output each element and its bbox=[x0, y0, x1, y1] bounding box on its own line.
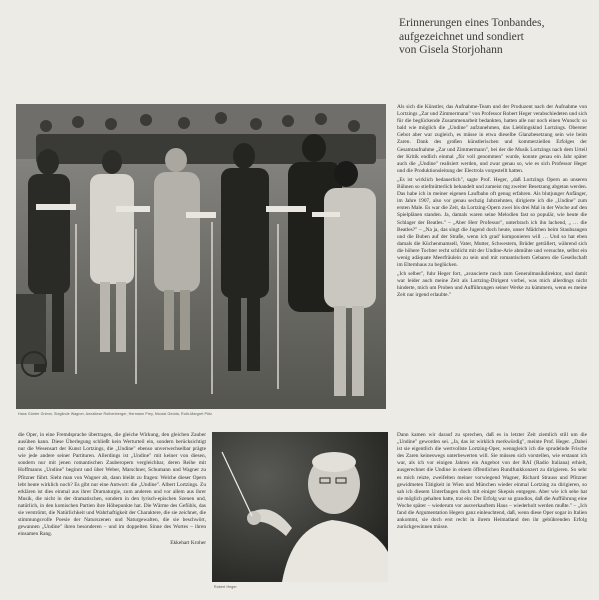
paragraph: „Es ist wirklich bedauerlich", sagte Prof. Heger, „daß Lortzings Opern an unseren Bühnen so stiefmütterlich behandelt und zumeist mg zweiter Besetzung abgetan werden. Das habe ich in meiner eigenen Laufbahn oft genug erfahren. Als blutjunger Anfänger, im Jahre 1907, also vor genau sechzig Jahrzehnten, dirigierte ich die „Undine" zum ersten Male. Es war die Zeit, da Lortzing-Opern zwei bis drei Mal in der Woche auf den Spielplänen standen. Ja, damals waren seine Melodien fast so populär, wie heute die Schlager der Beatles." – „Aber Herr Professor", unterbrach ich ihn lachend, „ … die Beatles?" – „Na ja, das singt die Jugend doch heute, unser Mädchen beim Staubsaugen und die Buben auf der Straße, wenn ich grad' komponieren will … Und so hat eben damals die Küchenmamsell, Vater, Mutter, Schwestern, Brüder geträllert, während sich die höhere Tochter recht schlicht mit der Undine-Arie abmühte und versuchte, selbst ein wenig adäquate Meerfräulein zu sein und mit romantischem Gebaren die Gesellschaft im Elternhaus zu beglücken. bbox=[397, 176, 587, 269]
title-line-3: von Gisela Storjohann bbox=[399, 43, 503, 57]
conductor-photo bbox=[212, 432, 388, 582]
recording-session-photo bbox=[16, 104, 386, 409]
title-line-1: Erinnerungen eines Tonbandes, bbox=[399, 16, 545, 29]
author-signature: Ekkehart Kroher bbox=[170, 540, 206, 547]
article-title bbox=[399, 16, 589, 57]
paragraph: Als sich die Künstler, das Aufnahme-Team und der Produzent nach der Aufnahme von Lortzings „Zar und Zimmermann" von Professor Robert Heger verabschiedeten und sich für die beglückende Zusammenarbeit bedankten, hatten alle nur noch einen Wunsch: so bald wie möglich die „Undine" aufzunehmen, das Lieblingskind Lortzings. Oberster Gebot aber war zugleich, es müsse in etwa dieselbe Glanzbesetzung sein wie beim Zaren. Dank des großen künstlerischen und kommerziellen Erfolges der Gesamtaufnahme „Zar und Zimmermann", bei der die Musik Lortzings nach dem Urteil der Kritik endlich einmal „für voll genommen" wurde, konnte genau ein Jahr später auch die „Undine" realisiert werden, und zwar genau so, wie es sich Professor Heger und die Produktionsleitung der Electrola vorgestellt hatten. bbox=[397, 104, 587, 174]
photo-bottom-caption: Robert Heger bbox=[214, 585, 237, 589]
photo-top-caption: Hans Günter Grimm, Sieglinde Wagner, Annaliese Rothenberger, Hermann Prey, Nicolai Gedda, Ruth-Margret Pütz bbox=[18, 412, 213, 416]
article-column-right-top bbox=[397, 104, 587, 300]
article-column-left-bottom bbox=[18, 432, 206, 548]
paragraph: die Oper, in eine Fremdsprache übertragen, die gleiche Wirkung, den gleichen Zauber ausüben kann. Diese Überlegung schließt kein Werturteil ein, sondern berücksichtigt nur die Wesensart der Kunst Lortzings, die „Undine" ebenso unverwechselbar prägte wie jede andere seiner Partituren. Allerdings ist „Undine" mit keiner von diesen, sondern nur mit jenen romantischen Zauberopern vergleichbar, deren Reihe mit Hoffmanns „Undine" beginnt und über Weber, Marschner, Schumann und Wagner zu Pfitzner führt. Sieht man von Wagner ab, dann bleibt zu fragen: Welche dieser Opern lebt heute wirklich noch? Es gibt nur eine Antwort: die „Undine". Albert Lortzings. Zu erklären ist dies einmal aus ihrer Dramaturgie, zum anderen und vor allem aus ihrer Musik, die nicht in der dramatischen, sondern in den lyrisch-epischen Szenen und, natürlich, in den komischen Partien ihre Höhepunkte hat. Die Wärme des Gefühls, das sie verströmt, die Natürlichkeit und Wahrhaftigkeit der Charaktere, die sie zeichnet, die stimmungsvolle Poesie der Naturszenen und Naturgewalten, die sie beschwört, gewannen „Undine" ihren besonderen – und im doppelten Sinne des Wortes – ihren einsamen Rang. bbox=[18, 432, 206, 538]
paragraph: Dann kamen wir darauf zu sprechen, daß es in letzter Zeit ziemlich still um die „Undine" geworden sei. „Ja, das ist wirklich merkwürdig", meinte Prof. Heger. „Dabei ist sie eigentlich die wertvollste Lortzing-Oper, wenngleich ich die sprudelnde Frische des Zaren keineswegs unterbewerten will. Sie müssen sich vorstellen, wie erstaunt ich war, als ich vor einigen Jahren ein Angebot von der RAI (Radio Italiana) erhielt, ausgerechnet die Undine in einem öffentlichen Rundfunkkonzert zu dirigieren. So sehr es mich reizte, zweifelten meiner vorwiegend Wagner, Richard Strauss und Pfitzner gewidmeten Tätigkeit in Wien und München wieder einmal Lortzing zu dirigieren, so sah ich diesem Unterfangen doch mit einiger Skepsis entgegen. Aber wie ich sehe hat sie möglich gehalten hatte, trat ein: Der Erfolg war so grandios, daß die Aufführung eine Woche später – wiederum vor ausverkauftem Haus – wiederholt werden mußte." – „Ich fand die Argumentation Hegers ganz einleuchtend, daß, wenn diese Oper sogar in Italien ankommt, sie doch erst recht in ihrem Heimatland den ihr gebührenden Erfolg zurückgewinnen müsse. bbox=[397, 432, 587, 531]
paragraph: „Ich selber", fuhr Heger fort, „avancierte rasch zum Generalmusikdirektor, und damit war leider auch meine Zeit als Lortzing-Dirigent vorbei, was mich allerdings nicht hinderte, mich um Proben und Aufführungen seiner Werke zu kümmern, wenn es meine Zeit nur irgend erlaubte." bbox=[397, 271, 587, 299]
title-line-2: aufgezeichnet und sondiert bbox=[399, 29, 524, 43]
article-column-right-bottom bbox=[397, 432, 587, 531]
